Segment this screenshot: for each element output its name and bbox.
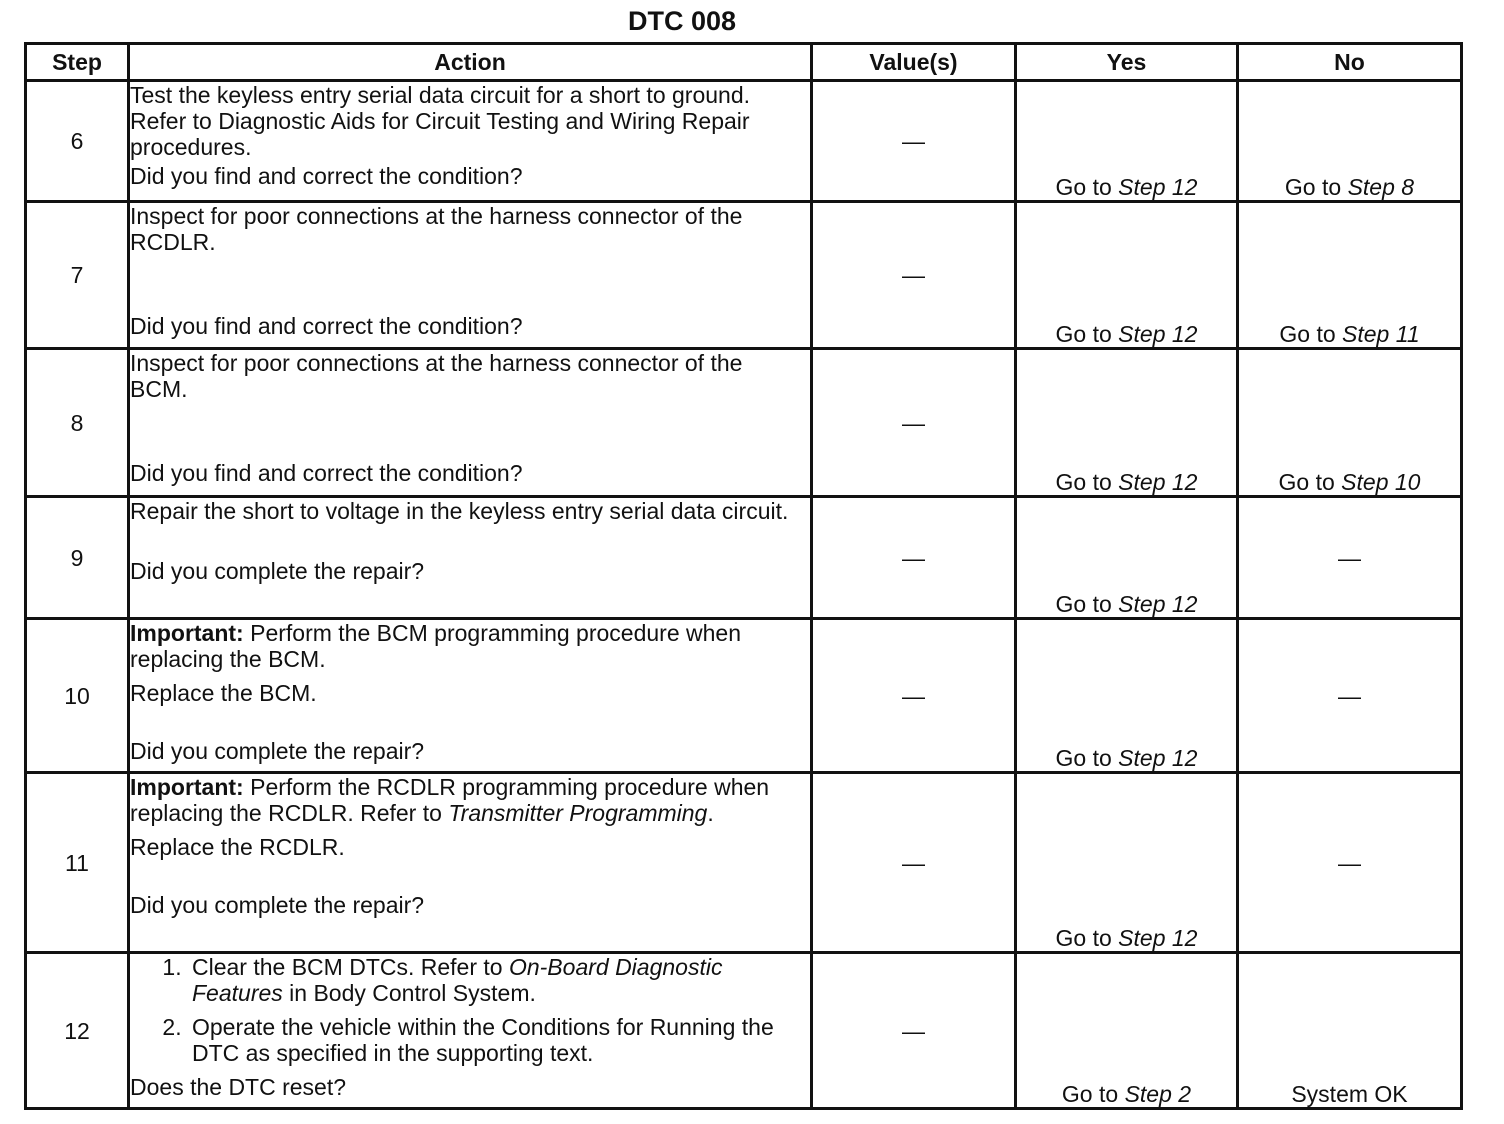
no-cell: System OK [1238, 953, 1462, 1109]
yes-prefix: Go to [1055, 174, 1119, 200]
important-text: Perform the RCDLR programming procedure when replacing the RCDLR. Refer to [130, 774, 770, 826]
action-question: Did you complete the repair? [130, 738, 425, 764]
header-values: Value(s) [812, 44, 1016, 81]
yes-cell [1016, 81, 1238, 202]
yes-prefix: Go to [1055, 925, 1119, 951]
action-text: Repair the short to voltage in the keyless entry serial data circuit. [130, 498, 789, 524]
action-cell [129, 619, 812, 773]
page-title: DTC 008 [627, 6, 737, 36]
important-note [130, 774, 810, 826]
list-item-text: Operate the vehicle within the Conditions for Running the DTC as specified in the supporting text. [192, 1014, 774, 1066]
action-question: Did you complete the repair? [130, 892, 425, 918]
yes-cell [1016, 202, 1238, 349]
no-prefix: Go to [1284, 174, 1348, 200]
table-row [26, 953, 1462, 1109]
list-item [188, 1014, 810, 1066]
action-question: Did you find and correct the condition? [130, 313, 523, 339]
action-cell [129, 81, 812, 202]
value-cell: — [812, 81, 1016, 202]
action-cell [129, 349, 812, 497]
step-number: 9 [26, 497, 129, 619]
yes-cell [1016, 953, 1238, 1109]
table-row [26, 349, 1462, 497]
yes-cell [1016, 619, 1238, 773]
step-number: 10 [26, 619, 129, 773]
yes-prefix: Go to [1055, 745, 1119, 771]
table-row [26, 202, 1462, 349]
step-number: 6 [26, 81, 129, 202]
value-cell: — [812, 202, 1016, 349]
action-question: Did you find and correct the condition? [130, 163, 523, 189]
important-note [130, 620, 810, 672]
action-text: Replace the RCDLR. [130, 834, 345, 860]
table-row [26, 81, 1462, 202]
value-cell: — [812, 497, 1016, 619]
value-cell: — [812, 349, 1016, 497]
header-step: Step [26, 44, 129, 81]
action-text: Inspect for poor connections at the harness connector of the RCDLR. [130, 203, 743, 255]
yes-step-link[interactable]: Step 12 [1118, 174, 1198, 200]
header-yes: Yes [1016, 44, 1238, 81]
no-cell [1238, 202, 1462, 349]
yes-prefix: Go to [1055, 591, 1119, 617]
action-cell [129, 497, 812, 619]
step-number: 11 [26, 773, 129, 953]
yes-prefix: Go to [1055, 321, 1119, 347]
no-step-link[interactable]: Step 10 [1341, 469, 1421, 495]
list-item-post: in Body Control System. [282, 980, 536, 1006]
yes-prefix: Go to [1061, 1081, 1125, 1107]
list-item [188, 954, 810, 1006]
important-text: Perform the BCM programming procedure when replacing the BCM. [130, 620, 741, 672]
important-label: Important: [130, 774, 244, 800]
value-cell: — [812, 619, 1016, 773]
table-header-row [26, 44, 1462, 81]
yes-cell [1016, 349, 1238, 497]
yes-step-link[interactable]: Step 12 [1118, 321, 1198, 347]
header-action: Action [129, 44, 812, 81]
yes-cell [1016, 497, 1238, 619]
no-cell [1238, 81, 1462, 202]
action-text: Inspect for poor connections at the harness connector of the BCM. [130, 350, 743, 402]
action-text: Replace the BCM. [130, 680, 317, 706]
action-text: Test the keyless entry serial data circuit for a short to ground. Refer to Diagnostic Aids for Circuit Testing and Wiring Repair procedures. [130, 82, 751, 160]
yes-cell [1016, 773, 1238, 953]
action-question: Did you complete the repair? [130, 558, 425, 584]
step-number: 8 [26, 349, 129, 497]
important-label: Important: [130, 620, 244, 646]
yes-step-link[interactable]: Step 2 [1124, 1081, 1192, 1107]
important-ref[interactable]: Transmitter Programming [448, 800, 708, 826]
no-step-link[interactable]: Step 8 [1347, 174, 1415, 200]
yes-step-link[interactable]: Step 12 [1118, 469, 1198, 495]
action-cell [129, 202, 812, 349]
action-cell [129, 773, 812, 953]
step-number: 7 [26, 202, 129, 349]
no-cell: — [1238, 773, 1462, 953]
table-row [26, 497, 1462, 619]
table-row [26, 619, 1462, 773]
step-number: 12 [26, 953, 129, 1109]
action-question: Does the DTC reset? [130, 1074, 347, 1100]
yes-step-link[interactable]: Step 12 [1118, 925, 1198, 951]
important-end: . [707, 800, 714, 826]
no-cell: — [1238, 619, 1462, 773]
yes-step-link[interactable]: Step 12 [1118, 745, 1198, 771]
no-prefix: Go to [1279, 321, 1343, 347]
value-cell: — [812, 773, 1016, 953]
no-step-link[interactable]: Step 11 [1342, 321, 1420, 347]
diagnostic-table [24, 42, 1463, 1110]
header-no: No [1238, 44, 1462, 81]
no-cell [1238, 349, 1462, 497]
yes-prefix: Go to [1055, 469, 1119, 495]
action-cell [129, 953, 812, 1109]
table-row [26, 773, 1462, 953]
list-item-text: Clear the BCM DTCs. Refer to [192, 954, 509, 980]
procedure-list [130, 954, 810, 1066]
no-cell: — [1238, 497, 1462, 619]
yes-step-link[interactable]: Step 12 [1118, 591, 1198, 617]
list-item-ref[interactable]: On-Board Diagnostic Features [192, 954, 723, 1006]
no-prefix: Go to [1278, 469, 1342, 495]
action-question: Did you find and correct the condition? [130, 460, 523, 486]
value-cell: — [812, 953, 1016, 1109]
